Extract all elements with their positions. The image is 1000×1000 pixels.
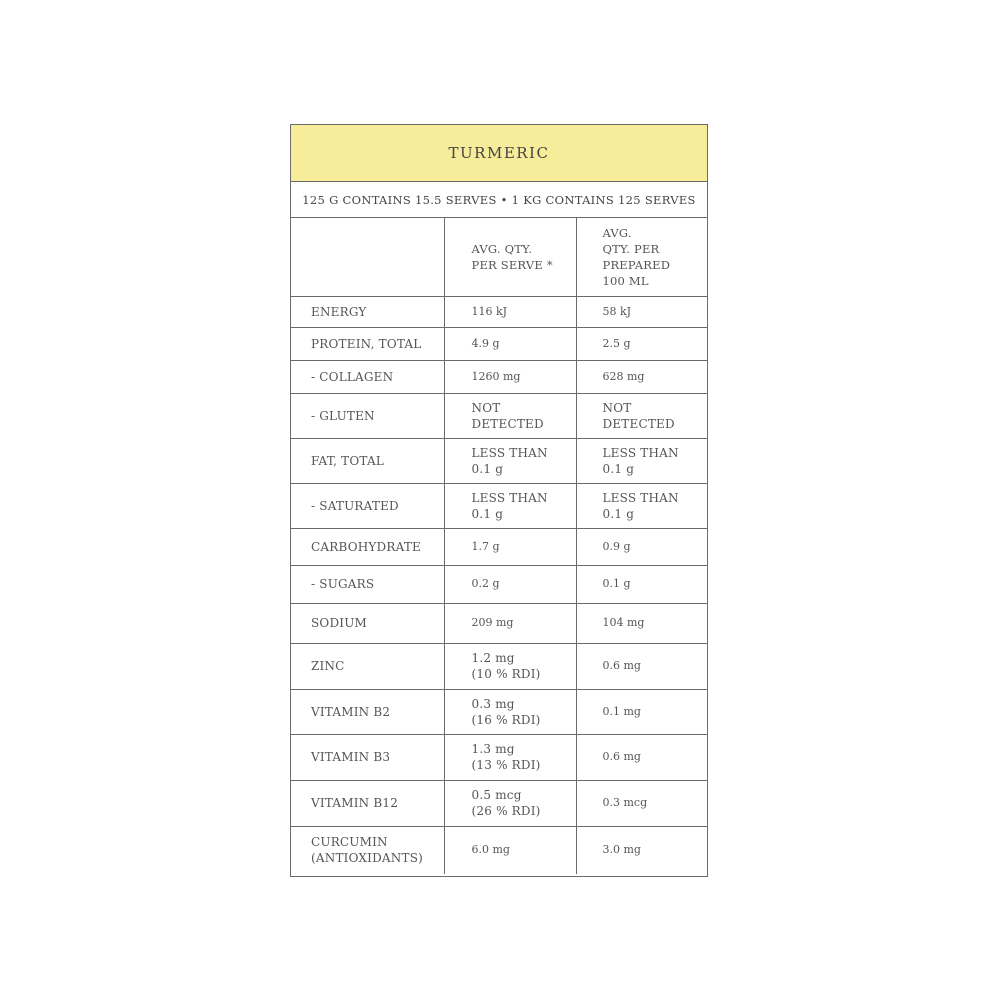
per-100ml-value: 3.0 mg: [602, 843, 641, 857]
per-100ml-column-header: AVG. QTY. PER PREPARED 100 ML: [576, 218, 707, 296]
table-row: [291, 565, 707, 603]
per-100ml-value: 104 mg: [602, 616, 645, 629]
per-100ml-cell: [576, 327, 707, 360]
nutrient-name: VITAMIN B2: [311, 704, 391, 719]
nutrient-name-cell: [291, 689, 444, 734]
nutrient-name-cell: [291, 528, 444, 565]
per-serve-value: 0.5 mcg (26 % RDI): [471, 788, 541, 818]
table-header-row: [291, 218, 707, 296]
nutrient-name: - COLLAGEN: [311, 369, 394, 384]
nutrient-name: FAT, TOTAL: [311, 453, 384, 468]
nutrient-name-cell: [291, 327, 444, 360]
per-100ml-value: 0.6 mg: [602, 750, 641, 763]
per-serve-cell: [444, 327, 576, 360]
table-row: [291, 483, 707, 528]
per-serve-value: 1.7 g: [471, 539, 500, 553]
table-row: [291, 603, 707, 643]
per-serve-cell: [444, 360, 576, 393]
table-row: [291, 393, 707, 438]
per-serve-value: 0.3 mg (16 % RDI): [471, 696, 541, 727]
nutrient-name: - GLUTEN: [311, 408, 375, 423]
per-100ml-value: 0.1 g: [602, 577, 631, 590]
per-100ml-cell: [576, 296, 707, 327]
nutrition-table: [291, 218, 707, 874]
nutrient-name: VITAMIN B3: [311, 750, 391, 764]
per-serve-value: LESS THAN 0.1 g: [471, 445, 548, 476]
table-row: [291, 826, 707, 874]
per-100ml-cell: [576, 528, 707, 565]
per-100ml-cell: [576, 734, 707, 780]
nutrient-name: ENERGY: [311, 304, 367, 319]
nutrient-name-cell: [291, 734, 444, 780]
table-row: [291, 296, 707, 327]
nutrient-name: ZINC: [311, 659, 345, 673]
per-serve-cell: [444, 393, 576, 438]
per-serve-cell: [444, 734, 576, 780]
table-row: [291, 360, 707, 393]
per-100ml-value: LESS THAN 0.1 g: [602, 445, 679, 476]
per-serve-value: NOT DETECTED: [471, 400, 544, 431]
table-row: [291, 327, 707, 360]
per-serve-cell: [444, 483, 576, 528]
per-serve-cell: [444, 528, 576, 565]
per-100ml-value: NOT DETECTED: [602, 400, 675, 431]
per-100ml-cell: [576, 826, 707, 874]
per-100ml-cell: [576, 603, 707, 643]
per-serve-cell: [444, 603, 576, 643]
per-100ml-cell: [576, 393, 707, 438]
table-row: [291, 780, 707, 826]
nutrient-name-cell: [291, 296, 444, 327]
per-100ml-value: 628 mg: [602, 369, 645, 383]
per-serve-cell: [444, 296, 576, 327]
per-serve-cell: [444, 438, 576, 483]
per-100ml-cell: [576, 565, 707, 603]
per-serve-value: 116 kJ: [471, 304, 508, 318]
per-serve-value: 6.0 mg: [471, 843, 510, 857]
serves-info-bar: [291, 182, 707, 218]
table-row: [291, 643, 707, 689]
serves-info: 125 G CONTAINS 15.5 SERVES • 1 KG CONTAINS 125 SERVES: [302, 192, 696, 207]
per-serve-value: 1.2 mg (10 % RDI): [471, 651, 541, 681]
per-serve-cell: [444, 689, 576, 734]
per-100ml-cell: [576, 360, 707, 393]
nutrient-name-cell: [291, 643, 444, 689]
nutrient-name-cell: [291, 393, 444, 438]
nutrient-name-cell: [291, 826, 444, 874]
table-row: [291, 689, 707, 734]
per-100ml-value: 2.5 g: [602, 336, 631, 350]
table-row: [291, 528, 707, 565]
nutrient-name: - SATURATED: [311, 498, 399, 513]
per-serve-value: 1260 mg: [471, 369, 521, 383]
nutrient-name: SODIUM: [311, 616, 368, 630]
product-title: TURMERIC: [448, 144, 550, 162]
per-serve-cell: [444, 780, 576, 826]
per-100ml-cell: [576, 483, 707, 528]
per-serve-value: 1.3 mg (13 % RDI): [471, 742, 541, 772]
per-100ml-value: 58 kJ: [602, 304, 632, 318]
nutrient-name-cell: [291, 780, 444, 826]
per-serve-value: LESS THAN 0.1 g: [471, 490, 548, 521]
table-row: [291, 734, 707, 780]
nutrient-name-cell: [291, 438, 444, 483]
per-serve-value: 4.9 g: [471, 336, 500, 350]
per-100ml-cell: [576, 438, 707, 483]
per-100ml-value: 0.6 mg: [602, 659, 641, 672]
per-serve-cell: [444, 826, 576, 874]
per-100ml-value: 0.9 g: [602, 539, 631, 553]
per-serve-cell: [444, 565, 576, 603]
nutrient-name-cell: [291, 483, 444, 528]
per-100ml-cell: [576, 780, 707, 826]
nutrition-table-body: [291, 296, 707, 874]
nutrient-name-cell: [291, 565, 444, 603]
per-100ml-cell: [576, 689, 707, 734]
per-100ml-cell: [576, 643, 707, 689]
per-100ml-value: 0.3 mcg: [602, 796, 648, 809]
product-title-bar: [291, 125, 707, 182]
nutrition-panel: [290, 124, 708, 877]
per-100ml-value: LESS THAN 0.1 g: [602, 490, 679, 521]
nutrient-name: PROTEIN, TOTAL: [311, 336, 422, 351]
nutrient-name-cell: [291, 360, 444, 393]
per-serve-column-header: AVG. QTY. PER SERVE *: [444, 218, 576, 296]
per-serve-value: 0.2 g: [471, 577, 500, 590]
per-100ml-value: 0.1 mg: [602, 704, 641, 718]
nutrient-name: CARBOHYDRATE: [311, 539, 421, 554]
nutrient-name: CURCUMIN (ANTIOXIDANTS): [311, 835, 423, 866]
nutrient-name: - SUGARS: [311, 577, 375, 591]
per-serve-value: 209 mg: [471, 616, 514, 629]
nutrient-column-header: [291, 218, 444, 296]
nutrient-name: VITAMIN B12: [311, 796, 399, 810]
nutrient-name-cell: [291, 603, 444, 643]
per-serve-cell: [444, 643, 576, 689]
table-row: [291, 438, 707, 483]
